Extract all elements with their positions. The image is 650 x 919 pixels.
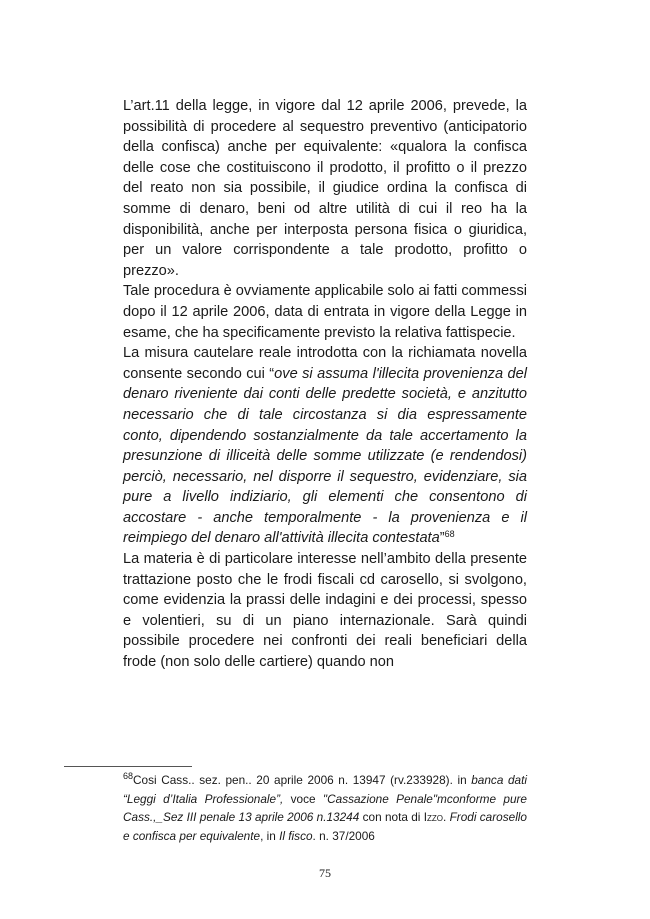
footnote-text: con nota di (359, 810, 424, 825)
body-text (123, 96, 527, 673)
paragraph-4 (123, 549, 527, 673)
paragraph-1-text: L’art.11 della legge, in vigore dal 12 aprile 2006, prevede, la possibilità di procedere al sequestro preventivo (anticipatorio della confisca) anche per equivalente: «qualora la confisca delle cose che costituiscono il prodotto, il profitto o il prezzo del reato non sia possibile, il giudice ordina la confisca di somme di denaro, beni od altre utilità di cui il reo ha la disponibilità, anche per interposta persona fisica o giuridica, per un valore corrispondente a tale prodotto, profitto o prezzo». (123, 98, 527, 279)
footnote-text: . (443, 810, 450, 825)
footnote-number: 68 (123, 771, 134, 781)
footnote-text: voce (283, 791, 323, 806)
page-number: 75 (319, 866, 331, 880)
footnote-text: . n. 37/2006 (312, 828, 375, 843)
closing-quote: ” (439, 530, 445, 547)
footnote-article-title: Frodi carosello e confisca per equivalente (123, 810, 527, 843)
paragraph-1 (123, 96, 527, 281)
paragraph-4-text: La materia è di particolare interesse nell’ambito della presente trattazione posto che le frodi fiscali cd carosello, si svolgono, come evidenzia la prassi delle indagini e dei processi, spesso e volentieri, su di un piano internazionale. Sarà quindi possibile procedere nei confronti dei reali beneficiari della frode (non solo delle cartiere) quando non (123, 551, 527, 671)
footnote-journal: Il fisco (279, 828, 313, 843)
footnote-citation: Cosi Cass.. sez. pen.. 20 aprile 2006 n. 13947 (rv.233928). in (133, 773, 472, 787)
case-law-quote: ove si assuma l'illecita provenienza del denaro riveniente dai conti delle predette società, e anzitutto necessario che di tale circostanza si dia espressamente conto, dipendendo sostanzialmente da tale accertamento la presunzione di illiceità delle somme utilizzate (e rendendosi) perciò, necessario, nel disporre il sequestro, evidenziare, sia pure a livello indiziario, gli elementi che consentono di accostare - anche temporalmente - la provenienza e il reimpiego del denaro all'attività illecita contestata (123, 365, 527, 547)
footnote-author: Izzo (423, 810, 443, 825)
footnote-database: banca dati “Leggi d’Italia Professionale”, (123, 773, 527, 806)
footnote-68 (123, 771, 527, 845)
footnote-separator (64, 766, 192, 767)
footnote-text: , in (260, 828, 280, 843)
footnote-entry: "Cassazione Penale"mconforme pure Cass.,_Sez III penale 13 aprile 2006 n.13244 (123, 791, 527, 825)
paragraph-3 (123, 343, 527, 549)
paragraph-3-text: La misura cautelare reale introdotta con la richiamata novella consente secondo cui “ (123, 345, 527, 382)
footnote-reference[interactable]: 68 (444, 529, 455, 540)
paragraph-2-text: Tale procedura è ovviamente applicabile solo ai fatti commessi dopo il 12 aprile 2006, data di entrata in vigore della Legge in esame, che ha specificamente previsto la relativa fattispecie. (123, 283, 527, 341)
paragraph-2 (123, 281, 527, 343)
